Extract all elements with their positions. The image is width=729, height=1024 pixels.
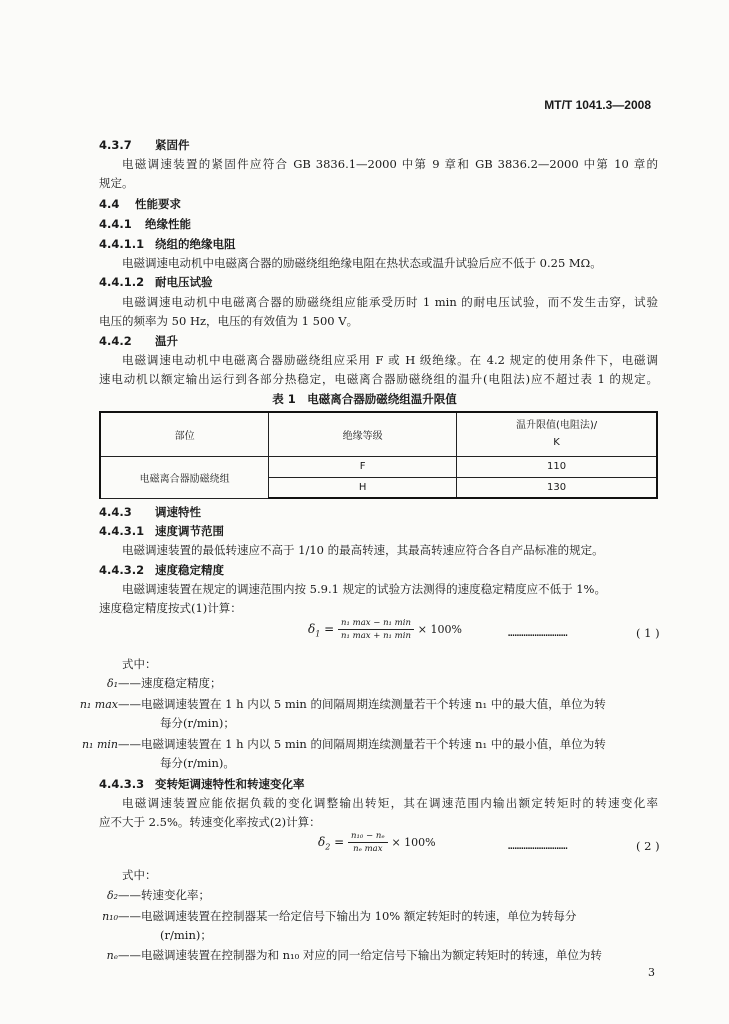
where-label: 式中： bbox=[122, 657, 157, 671]
definition-text-cont: (r/min)； bbox=[160, 928, 212, 942]
equation-tail: × 100% bbox=[391, 836, 436, 849]
section-heading-4-4-1 bbox=[99, 216, 191, 232]
section-heading-4-4-3 bbox=[99, 504, 201, 520]
table-cell-limit: 110 bbox=[457, 456, 657, 477]
section-number: 4.4.3.1 bbox=[99, 524, 145, 538]
table-cell-grade: H bbox=[269, 477, 457, 498]
definition-symbol: n₁ max bbox=[79, 698, 118, 711]
definition-text: ——电磁调速装置在 1 h 内以 5 min 的间隔周期连续测量若干个转速 n₁ 中的最大值，单位为转 bbox=[118, 697, 606, 711]
paragraph-line: 电磁调速电动机中电磁离合器的励磁绕组绝缘电阻在热状态或温升试验后应不低于 0.25 MΩ。 bbox=[122, 256, 602, 270]
equation-1 bbox=[308, 618, 462, 641]
equation-fraction bbox=[338, 618, 414, 641]
definition-text: ——速度稳定精度； bbox=[118, 676, 222, 690]
table-header-grade: 绝缘等级 bbox=[269, 412, 457, 456]
definition-text-cont: 每分(r/min)。 bbox=[160, 756, 235, 770]
section-title: 变转矩调速特性和转速变化率 bbox=[155, 777, 305, 791]
section-title: 温升 bbox=[155, 334, 178, 348]
paragraph-line: 电磁调速电动机中电磁离合器励磁绕组应采用 F 或 H 级绝缘。在 4.2 规定的使用条件下，电磁调 bbox=[122, 353, 658, 367]
section-heading-4-4-3-3 bbox=[99, 776, 305, 792]
section-number: 4.3.7 bbox=[99, 138, 132, 152]
section-number: 4.4.1.1 bbox=[99, 237, 145, 251]
section-heading-4-4-2 bbox=[99, 333, 178, 349]
equation-lhs-sub: 1 bbox=[315, 629, 321, 639]
definition-delta1 bbox=[68, 675, 222, 691]
section-number: 4.4 bbox=[99, 197, 120, 211]
equation-lhs-sub: 2 bbox=[325, 842, 331, 852]
definition-nmax bbox=[68, 696, 606, 712]
definition-symbol: δ₁ bbox=[106, 677, 118, 690]
table-header-limit-unit: K bbox=[553, 437, 560, 449]
equation-leader-dots: ……………………… bbox=[508, 626, 568, 639]
equation-numerator: n₁₀ − nₑ bbox=[348, 831, 388, 843]
section-heading-4-4-3-1 bbox=[99, 523, 224, 539]
equation-2 bbox=[318, 831, 436, 854]
standard-number: MT/T 1041.3—2008 bbox=[544, 98, 651, 112]
definition-text: ——电磁调速装置在 1 h 内以 5 min 的间隔周期连续测量若干个转速 n₁ 中的最小值，单位为转 bbox=[118, 737, 606, 751]
equation-denominator: n₁ max + n₁ min bbox=[341, 631, 411, 641]
table-header-part: 部位 bbox=[100, 412, 269, 456]
section-heading-4-4-1-1 bbox=[99, 236, 236, 252]
section-title: 耐电压试验 bbox=[155, 275, 213, 289]
table-header-limit bbox=[457, 412, 657, 456]
definition-delta2 bbox=[68, 887, 210, 903]
equation-equals: = bbox=[324, 622, 335, 636]
section-heading-4-4-3-2 bbox=[99, 562, 224, 578]
definition-symbol: δ₂ bbox=[106, 889, 118, 902]
section-title: 绕组的绝缘电阻 bbox=[155, 237, 236, 251]
paragraph-line: 电磁调速装置的紧固件应符合 GB 3836.1—2000 中第 9 章和 GB 3836.2—2000 中第 10 章的 bbox=[122, 157, 658, 171]
paragraph-line: 速度稳定精度按式(1)计算： bbox=[99, 601, 242, 615]
section-heading-4-4 bbox=[99, 196, 181, 212]
temperature-rise-table bbox=[99, 411, 658, 499]
section-heading-4-4-1-2 bbox=[99, 274, 213, 290]
definition-symbol: nₑ bbox=[106, 949, 118, 962]
section-heading-4-3-7 bbox=[99, 137, 190, 153]
definition-text: ——电磁调速装置在控制器为和 n₁₀ 对应的同一给定信号下输出为额定转矩时的转速，单位为转 bbox=[118, 948, 602, 962]
section-number: 4.4.3.3 bbox=[99, 777, 145, 791]
table-header-limit-text: 温升限值(电阻法)/ bbox=[515, 420, 598, 432]
table-cell-part: 电磁离合器励磁绕组 bbox=[100, 456, 269, 498]
table-cell-limit: 130 bbox=[457, 477, 657, 498]
equation-number: ( 2 ) bbox=[636, 839, 660, 853]
table-cell-grade: F bbox=[269, 456, 457, 477]
paragraph-line: 电磁调速电动机中电磁离合器的励磁绕组应能承受历时 1 min 的耐电压试验，而不发生击穿，试验 bbox=[122, 295, 658, 309]
section-title: 紧固件 bbox=[155, 138, 190, 152]
paragraph-line: 电磁调速装置应能依据负载的变化调整输出转矩，其在调速范围内输出额定转矩时的转速变化率 bbox=[122, 796, 658, 810]
section-title: 速度稳定精度 bbox=[155, 563, 224, 577]
definition-text: ——转速变化率； bbox=[118, 888, 210, 902]
definition-ne bbox=[68, 947, 602, 963]
table-caption: 表 1 电磁离合器励磁绕组温升限值 bbox=[272, 392, 457, 406]
definition-symbol: n₁ min bbox=[81, 738, 118, 751]
page-number: 3 bbox=[648, 966, 655, 979]
paragraph-line: 应不大于 2.5%。转速变化率按式(2)计算： bbox=[99, 815, 321, 829]
definition-n10 bbox=[68, 908, 576, 924]
section-title: 调速特性 bbox=[155, 505, 201, 519]
section-number: 4.4.1 bbox=[99, 217, 132, 231]
paragraph-line: 速电动机以额定输出运行到各部分热稳定，电磁离合器励磁绕组的温升(电阻法)应不超过表 1 的规定。 bbox=[99, 372, 658, 386]
where-label: 式中： bbox=[122, 868, 157, 882]
section-title: 性能要求 bbox=[135, 197, 181, 211]
definition-symbol: n₁₀ bbox=[102, 910, 118, 923]
section-number: 4.4.3.2 bbox=[99, 563, 145, 577]
equation-numerator: n₁ max − n₁ min bbox=[338, 618, 414, 630]
definition-text-cont: 每分(r/min)； bbox=[160, 716, 235, 730]
paragraph-line: 规定。 bbox=[99, 176, 134, 190]
equation-fraction bbox=[348, 831, 388, 854]
definition-text: ——电磁调速装置在控制器某一给定信号下输出为 10% 额定转矩时的转速，单位为转每分 bbox=[118, 909, 577, 923]
section-number: 4.4.3 bbox=[99, 505, 132, 519]
equation-tail: × 100% bbox=[417, 623, 462, 636]
section-number: 4.4.2 bbox=[99, 334, 132, 348]
section-title: 绝缘性能 bbox=[145, 217, 191, 231]
equation-leader-dots: ……………………… bbox=[508, 839, 568, 852]
equation-denominator: nₑ max bbox=[353, 844, 383, 854]
paragraph-line: 电压的频率为 50 Hz，电压的有效值为 1 500 V。 bbox=[99, 314, 359, 328]
equation-lhs: δ bbox=[318, 835, 326, 849]
section-title: 速度调节范围 bbox=[155, 524, 224, 538]
paragraph-line: 电磁调速装置在规定的调速范围内按 5.9.1 规定的试验方法测得的速度稳定精度应不低于 1%。 bbox=[122, 582, 606, 596]
section-number: 4.4.1.2 bbox=[99, 275, 145, 289]
definition-nmin bbox=[68, 736, 606, 752]
equation-number: ( 1 ) bbox=[636, 626, 660, 640]
paragraph-line: 电磁调速装置的最低转速应不高于 1/10 的最高转速，其最高转速应符合各自产品标准的规定。 bbox=[122, 543, 604, 557]
equation-lhs: δ bbox=[308, 622, 316, 636]
equation-equals: = bbox=[334, 835, 345, 849]
